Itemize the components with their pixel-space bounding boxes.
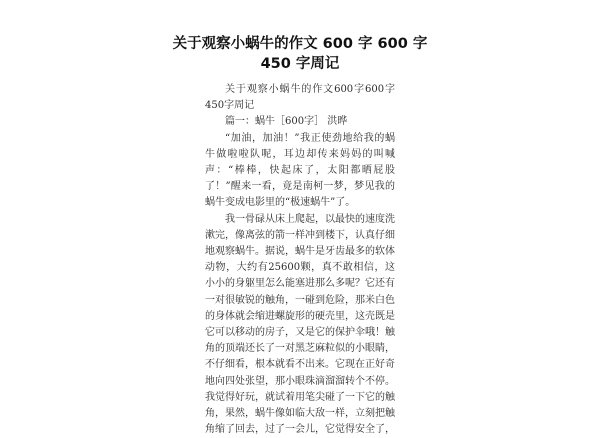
title-line-2: 450 字周记 [260, 56, 340, 72]
title-line-1: 关于观察小蜗牛的作文 600 字 600 字 [172, 36, 428, 52]
body-paragraph-1: “加油，加油！”我正使劲地给我的蜗牛做啦啦队呢，耳边却传来妈妈的叫喊声：“棒棒，快起床了，太阳都晒屁股了！”醒来一看，竟是南柯一梦，梦见我的蜗牛变成电影里的“极速蜗牛”了。 [205, 132, 395, 209]
body-paragraph-2: 我一骨碌从床上爬起，以最快的速度洗漱完，像离弦的箭一样冲到楼下，认真仔细地观察蜗牛。据说，蜗牛是牙齿最多的软体动物，大约有25600颗，真不敢相信，这小小的身躯里怎么能塞进那么多呢？它还有一对很敏锐的触角，一碰到危险，那米白色的身体就会缩进螺旋形的硬壳里，这壳既是它可以移动的房子，又是它的保护伞哦！触角的顶端还长了一对黑芝麻粒似的小眼睛，不仔细看，根本就看不出来。它现在正好奇地向四处张望，那小眼珠滴溜溜转个不停。我觉得好玩，就试着用笔尖碰了一下它的触角，果然，蜗牛像如临大敌一样，立刻把触角缩了回去，过了一会儿，它觉得安全了， [205, 213, 395, 436]
section-heading: 篇一：蜗牛［600字］ 洪晔 [225, 116, 348, 128]
document-title [150, 34, 450, 74]
document-body [205, 82, 395, 438]
intro-paragraph: 关于观察小蜗牛的作文600字600字450字周记 [205, 84, 395, 112]
